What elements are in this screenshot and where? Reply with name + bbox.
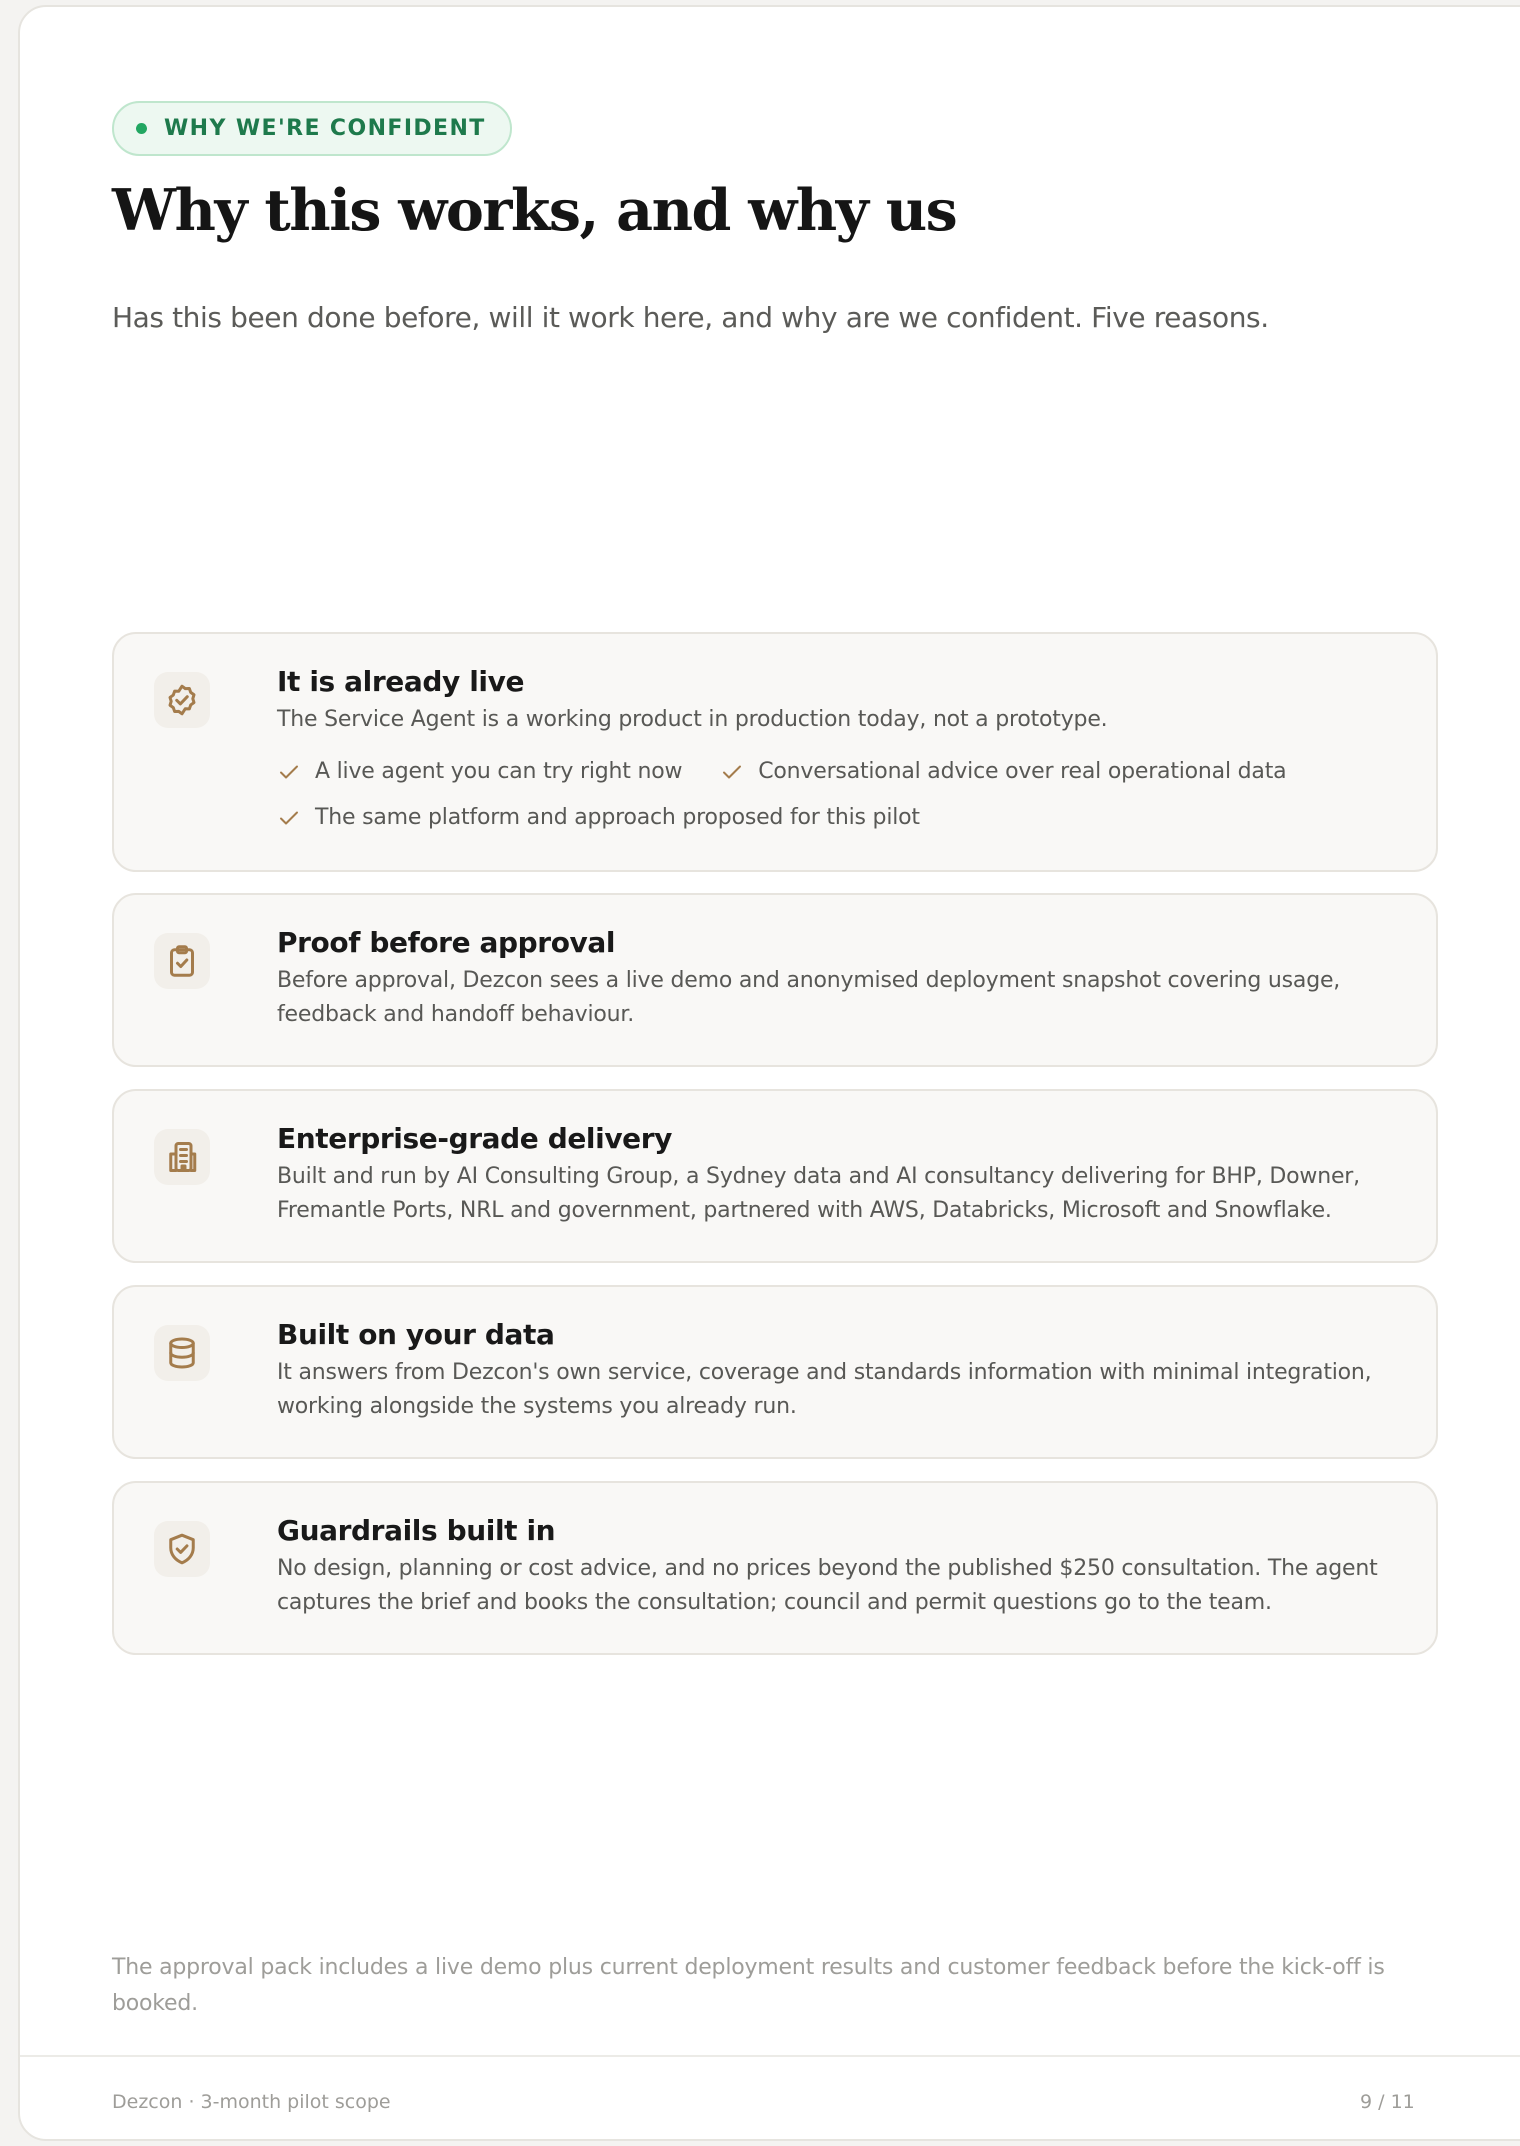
reason-title: Enterprise-grade delivery [277,1122,673,1155]
check-item-label: A live agent you can try right now [315,759,683,784]
reason-title: Built on your data [277,1318,555,1351]
footnote: The approval pack includes a live demo plus current deployment results and customer feedback before the kick-off is booked. [112,1955,1385,2016]
page-number: 9 / 11 [1360,2091,1415,2113]
badge-label: WHY WE'RE CONFIDENT [164,116,486,141]
reason-text: No design, planning or cost advice, and no prices beyond the published $250 consultation. The agent captures the brief and books the consultation; council and permit questions go to the team. [277,1556,1378,1615]
reason-title: Guardrails built in [277,1514,556,1547]
badge-dot-icon [136,123,147,134]
footer-divider [20,2055,1520,2057]
reason-text: The Service Agent is a working product in production today, not a prototype. [277,707,1108,732]
page-title: Why this works, and why us [112,177,957,244]
building-icon [154,1129,210,1185]
check-list [277,755,1297,835]
check-item [277,801,920,835]
check-item [720,755,1286,789]
check-item-label: Conversational advice over real operational data [758,759,1287,784]
check-icon [277,806,301,830]
reason-card-proof [112,893,1438,1067]
reason-card-enterprise [112,1089,1438,1263]
footer-doc-label: Dezcon · 3-month pilot scope [112,2091,391,2113]
reason-card-guardrails [112,1481,1438,1655]
check-icon [277,760,301,784]
slide-page [18,5,1520,2141]
check-item-label: The same platform and approach proposed for this pilot [315,805,920,830]
reason-title: Proof before approval [277,926,616,959]
reason-title: It is already live [277,665,525,698]
clipboard-check-icon [154,933,210,989]
reason-text: Before approval, Dezcon sees a live demo and anonymised deployment snapshot covering usage, feedback and handoff behaviour. [277,968,1341,1027]
badge-check-icon [154,672,210,728]
reason-text: It answers from Dezcon's own service, coverage and standards information with minimal integration, working alongside the systems you already run. [277,1360,1372,1419]
reason-text: Built and run by AI Consulting Group, a Sydney data and AI consultancy delivering for BHP, Downer, Fremantle Ports, NRL and government, partnered with AWS, Databricks, Microsoft and Snowflake. [277,1164,1360,1223]
check-icon [720,760,744,784]
page-subtitle: Has this been done before, will it work here, and why are we confident. Five reasons. [112,301,1269,334]
section-badge [112,101,512,156]
database-icon [154,1325,210,1381]
check-item [277,755,682,789]
shield-check-icon [154,1521,210,1577]
reason-card-already-live [112,632,1438,872]
reason-card-data [112,1285,1438,1459]
